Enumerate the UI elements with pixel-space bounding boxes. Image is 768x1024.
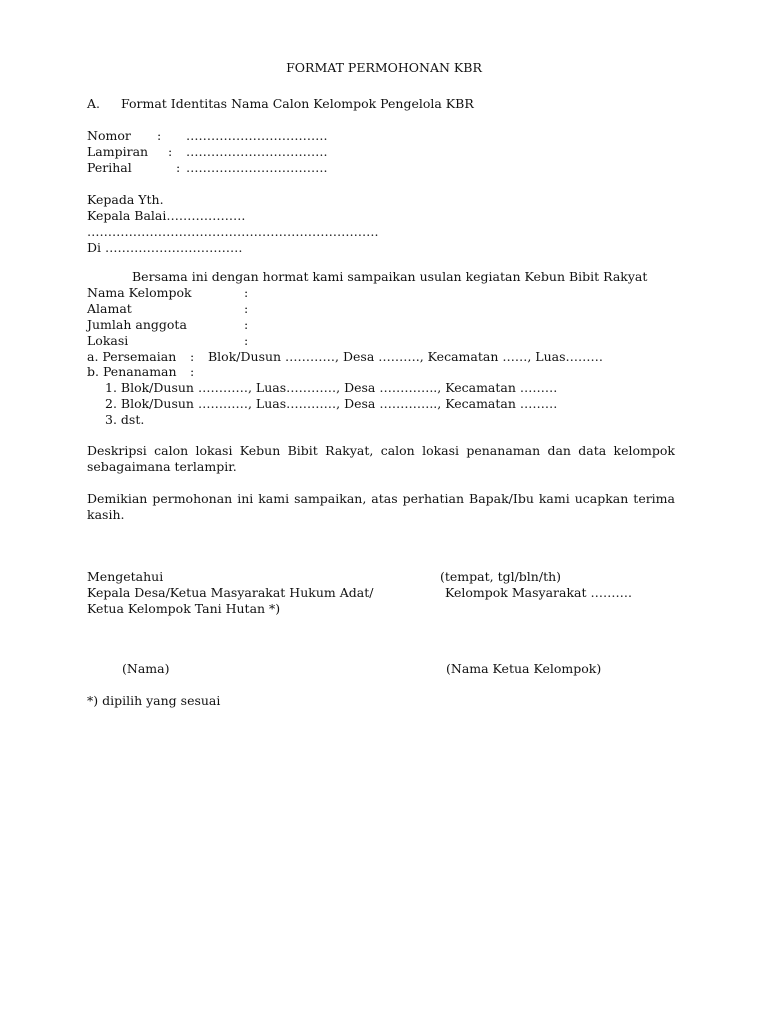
perihal-value: …………………………….	[186, 160, 328, 175]
lampiran-label: Lampiran	[87, 144, 149, 159]
recipient-line: Di ……………………………	[87, 240, 243, 255]
closing-paragraph: Demikian permohonan ini kami sampaikan, atas perhatian Bapak/Ibu kami ucapkan terima kasih.	[87, 491, 675, 522]
signature-left-line: Ketua Kelompok Tani Hutan *)	[87, 601, 281, 616]
penanaman-item: 1. Blok/Dusun …………, Luas…………, Desa ………….., Kecamatan ………	[105, 380, 558, 395]
perihal-sep: :	[176, 160, 181, 175]
perihal-label: Perihal	[87, 160, 132, 175]
footnote: *) dipilih yang sesuai	[87, 693, 221, 708]
document-title: FORMAT PERMOHONAN KBR	[286, 60, 482, 75]
field-label: Nama Kelompok	[87, 285, 192, 300]
section-heading: Format Identitas Nama Calon Kelompok Pengelola KBR	[121, 96, 474, 111]
nomor-value: …………………………….	[186, 128, 328, 143]
description-paragraph: Deskripsi calon lokasi Kebun Bibit Rakyat, calon lokasi penanaman dan data kelompok sebagaimana terlampir.	[87, 443, 675, 474]
persemaian-detail: Blok/Dusun …………, Desa ………., Kecamatan ……, Luas………	[208, 349, 604, 364]
field-label: Jumlah anggota	[87, 317, 187, 332]
persemaian-sep: :	[190, 349, 195, 364]
signature-left-line: Kepala Desa/Ketua Masyarakat Hukum Adat/	[87, 585, 374, 600]
penanaman-label: b. Penanaman	[87, 364, 177, 379]
recipient-line: Kepada Yth.	[87, 192, 164, 207]
signature-left-name: (Nama)	[122, 661, 170, 676]
nomor-sep: :	[157, 128, 162, 143]
signature-right-line: Kelompok Masyarakat ……….	[445, 585, 632, 600]
lampiran-sep: :	[168, 144, 173, 159]
field-sep: :	[244, 301, 249, 316]
nomor-label: Nomor	[87, 128, 131, 143]
recipient-line: Kepala Balai……………….	[87, 208, 246, 223]
recipient-line: …………………………………………………………….	[87, 224, 379, 239]
intro-paragraph: Bersama ini dengan hormat kami sampaikan usulan kegiatan Kebun Bibit Rakyat	[132, 269, 648, 284]
section-marker: A.	[87, 96, 101, 111]
field-sep: :	[244, 317, 249, 332]
signature-left-line: Mengetahui	[87, 569, 164, 584]
field-sep: :	[244, 285, 249, 300]
penanaman-sep: :	[190, 364, 195, 379]
penanaman-item: 2. Blok/Dusun …………, Luas…………, Desa ………….., Kecamatan ………	[105, 396, 558, 411]
field-label: Alamat	[87, 301, 132, 316]
signature-right-name: (Nama Ketua Kelompok)	[446, 661, 602, 676]
field-label: Lokasi	[87, 333, 129, 348]
field-sep: :	[244, 333, 249, 348]
signature-right-line: (tempat, tgl/bln/th)	[440, 569, 562, 584]
lampiran-value: …………………………….	[186, 144, 328, 159]
persemaian-label: a. Persemaian	[87, 349, 177, 364]
penanaman-item: 3. dst.	[105, 412, 145, 427]
